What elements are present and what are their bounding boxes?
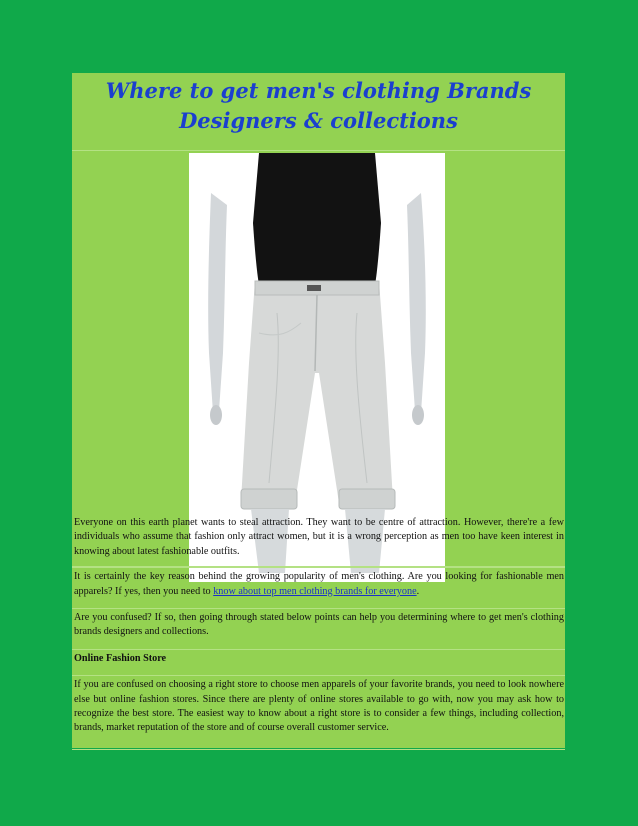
intro-paragraph: Everyone on this earth planet wants to steal attraction. They want to be centre of attraction. However, there're a few individuals who assume that fashion only attract women, but it is a wrong perception as men too have keen interest in knowing about latest fashionable outfits. xyxy=(74,517,564,557)
section-heading-online-store: Online Fashion Store xyxy=(72,649,565,669)
document-page xyxy=(72,73,565,748)
top-brands-link[interactable]: know about top men clothing brands for everyone xyxy=(213,585,417,597)
article-body xyxy=(72,514,565,750)
online-store-paragraph: If you are confused on choosing a right store to choose men apparels of your favorite brands, you need to look nowhere else but online fashion stores. Since there are plenty of online stores available to go with, now you may ask how to recognize the best store. The easiest way to know about a right store is to consider a few things, including collection, brands, market reputation of the store and of course overall customer service. xyxy=(72,675,565,739)
confused-paragraph: Are you confused? If so, then going through stated below points can help you determining where to get men's clothing brands designers and collections. xyxy=(72,608,565,643)
page-title-line-1: Where to get men's clothing Brands xyxy=(105,78,532,103)
divider-bottom xyxy=(72,749,565,750)
popularity-paragraph xyxy=(72,567,565,602)
popularity-text: It is certainly the key reason behind the growing popularity of men's clothing. Are you looking for fashionable men apparels? If yes, then you need to xyxy=(74,571,564,597)
page-title-line-2: Designers & collections xyxy=(179,108,458,133)
title-block xyxy=(72,73,565,151)
popularity-text-end: . xyxy=(416,585,420,597)
